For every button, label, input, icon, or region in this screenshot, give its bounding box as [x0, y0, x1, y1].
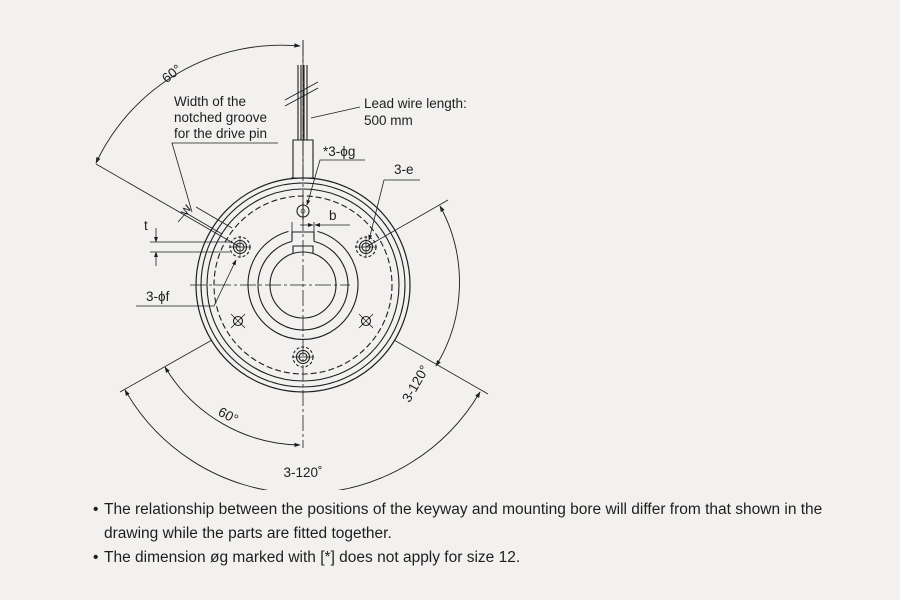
g-bore-callout: *3-ϕg: [323, 144, 356, 159]
angle-label-bottom-left: 60°: [215, 404, 241, 427]
drawing-labels: [144, 61, 467, 480]
groove-callout-line-1: Width of the: [174, 94, 247, 109]
t-dimension-label: t: [144, 218, 148, 233]
bullet-icon: •: [93, 549, 99, 566]
note-item: [93, 546, 853, 570]
extension-lines: [96, 40, 488, 394]
f-holes-callout: 3-ϕf: [146, 289, 170, 304]
drawing-notes: [93, 498, 853, 570]
note-text: The dimension øg marked with [*] does not apply for size 12.: [104, 549, 521, 566]
w-dimension-label: w: [176, 201, 195, 219]
note-text: The relationship between the positions of the keyway and mounting bore will differ from that shown in the drawing while the parts are fitted together.: [104, 501, 823, 542]
e-hole-bottom: [292, 347, 314, 367]
b-dimension-label: b: [329, 208, 337, 223]
groove-callout-line-2: notched groove: [174, 110, 268, 125]
lead-wire-callout-line-1: Lead wire length:: [364, 96, 467, 111]
b-dimension: [292, 222, 350, 238]
angle-label-right: 3-120°: [399, 362, 433, 405]
groove-leader: [172, 143, 278, 212]
bullet-icon: •: [93, 501, 99, 518]
angle-label-top-left: 60°: [159, 61, 185, 86]
angle-label-bottom: 3-120˚: [283, 465, 323, 480]
arc-120-right: [436, 206, 459, 366]
note-item: [93, 498, 853, 546]
e-holes-callout: 3-e: [394, 162, 414, 177]
lead-wire-leader: [311, 107, 360, 118]
lead-wire: [285, 65, 318, 178]
angle-dimensions: [96, 45, 480, 490]
t-dimension: [150, 228, 230, 266]
groove-callout-line-3: for the drive pin: [174, 126, 268, 141]
lead-wire-callout-line-2: 500 mm: [364, 113, 413, 128]
